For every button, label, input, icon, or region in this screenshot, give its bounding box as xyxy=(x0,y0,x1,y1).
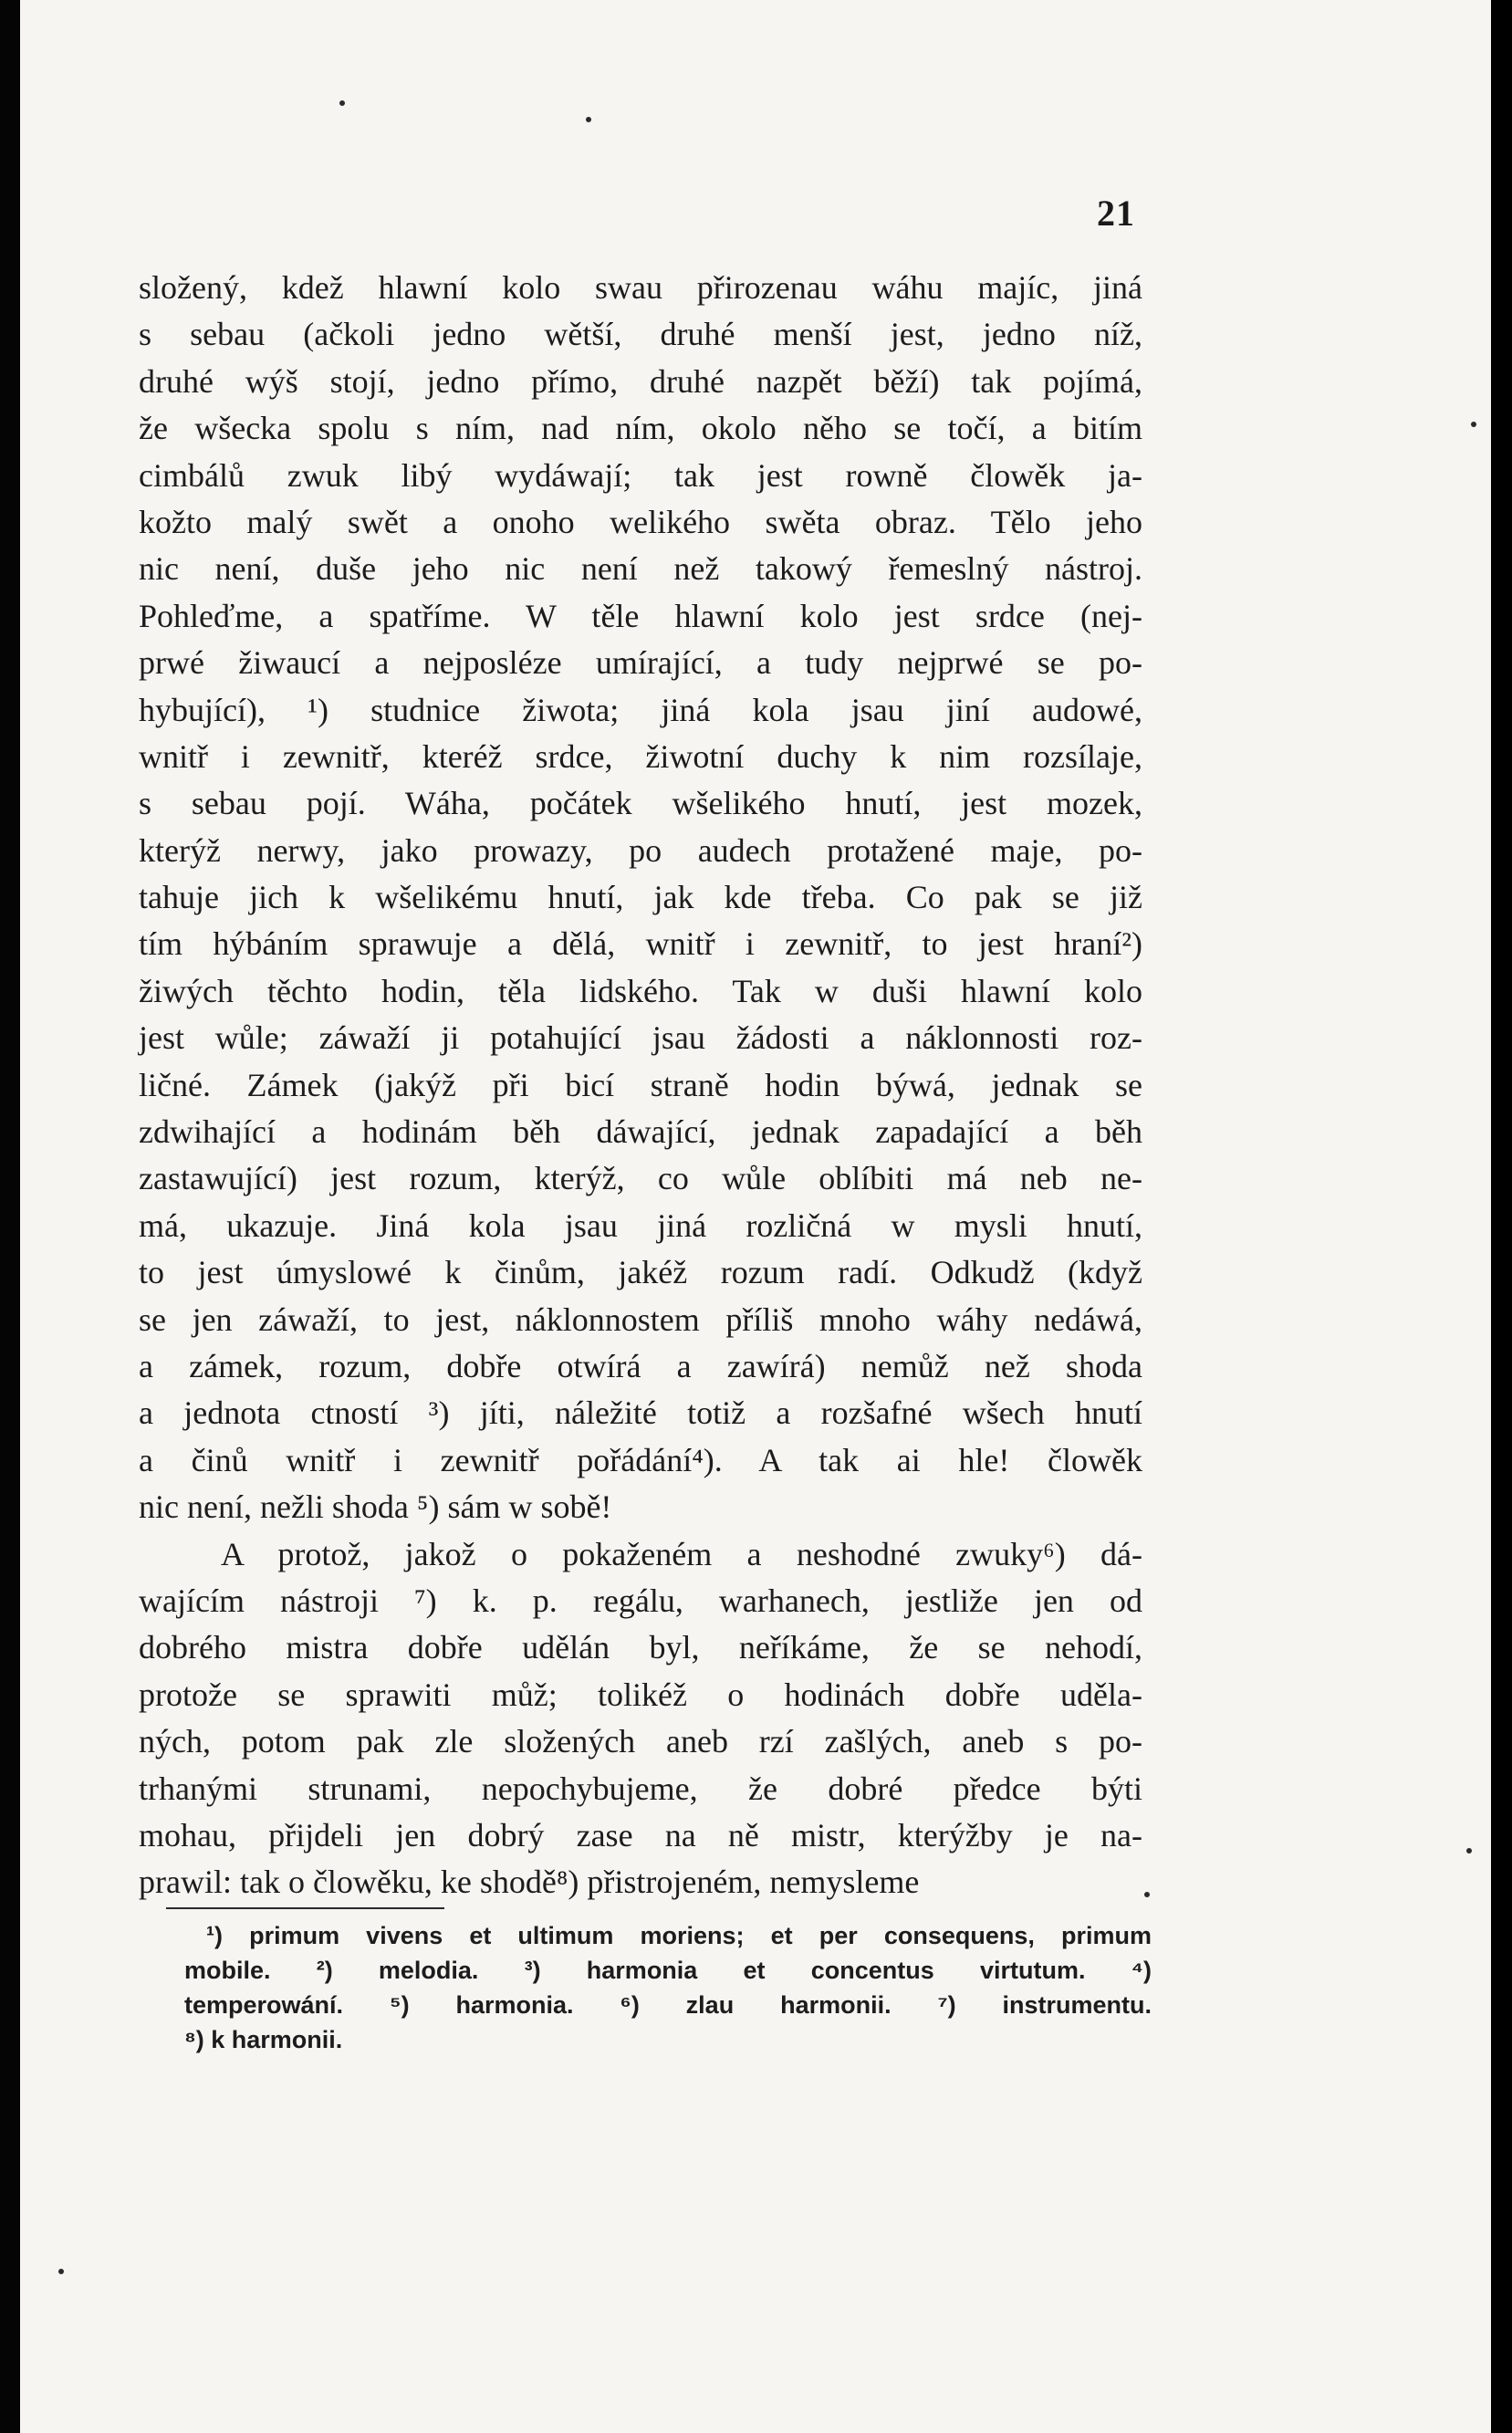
text-line: ných, potom pak zle složených aneb rzí zašlých, aneb s po- xyxy=(139,1723,1142,1760)
paper-speck xyxy=(1144,1892,1150,1897)
footnotes xyxy=(184,1918,1152,2057)
text-line: že wšecka spolu s ním, nad ním, okolo něho se točí, a bitím xyxy=(139,410,1142,447)
text-line: protože se sprawiti můž; tolikéž o hodinách dobře uděla- xyxy=(139,1676,1142,1713)
text-line: wnitř i zewnitř, kteréž srdce, žiwotní duchy k nim rozsílaje, xyxy=(139,737,1142,775)
text-line: se jen záwaží, to jest, náklonnostem příliš mnoho wáhy nedáwá, xyxy=(139,1300,1142,1338)
text-line: prawil: tak o člowěku, ke shodě⁸) přistrojeném, nemysleme xyxy=(139,1864,920,1901)
text-line: prwé žiwaucí a nejposléze umírající, a tudy nejprwé se po- xyxy=(139,644,1142,682)
paper-speck xyxy=(58,2269,64,2274)
text-line: Pohleďme, a spatříme. W těle hlawní kolo jest srdce (nej- xyxy=(139,597,1142,634)
text-line: A protož, jakož o pokaženém a neshodné zwuky⁶) dá- xyxy=(221,1535,1142,1572)
paper-speck xyxy=(1466,1848,1472,1853)
text-line: cimbálů zwuk libý wydáwají; tak jest rowně člowěk ja- xyxy=(139,456,1142,494)
text-line: složený, kdež hlawní kolo swau přirozenau wáhu majíc, jiná xyxy=(139,269,1142,306)
text-line: nic není, nežli shoda ⁵) sám w sobě! xyxy=(139,1488,612,1526)
book-page xyxy=(20,0,1491,2433)
text-line: žiwých těchto hodin, těla lidského. Tak w duši hlawní kolo xyxy=(139,972,1142,1009)
text-line: druhé wýš stojí, jedno přímo, druhé nazpět běží) tak pojímá, xyxy=(139,362,1142,400)
text-line: má, ukazuje. Jiná kola jsau jiná rozličná w mysli hnutí, xyxy=(139,1206,1142,1244)
text-line: ličné. Zámek (jakýž při bicí straně hodin býwá, jednak se xyxy=(139,1066,1142,1103)
text-line: zastawující) jest rozum, kterýž, co wůle oblíbiti má neb ne- xyxy=(139,1160,1142,1197)
footnote-line: ¹) primum vivens et ultimum moriens; et per consequens, primum xyxy=(206,1922,1152,1949)
footnote-line: mobile. ²) melodia. ³) harmonia et concentus virtutum. ⁴) xyxy=(184,1957,1152,1984)
text-line: jest wůle; záwaží ji potahující jsau žádosti a náklonnosti roz- xyxy=(139,1019,1142,1057)
text-line: tím hýbáním sprawuje a dělá, wnitř i zewnitř, to jest hraní²) xyxy=(139,925,1142,963)
text-line: mohau, přijdeli jen dobrý zase na ně mistr, kterýžby je na- xyxy=(139,1816,1142,1853)
footnote-line: temperowání. ⁵) harmonia. ⁶) zlau harmonii. ⁷) instrumentu. xyxy=(184,1991,1152,2019)
text-line: nic není, duše jeho nic není než takowý řemeslný nástroj. xyxy=(139,550,1142,588)
paper-speck xyxy=(586,117,591,122)
text-line: wajícím nástroji ⁷) k. p. regálu, warhanech, jestliže jen od xyxy=(139,1582,1142,1619)
text-line: kterýž nerwy, jako prowazy, po audech protažené maje, po- xyxy=(139,831,1142,869)
right-book-edge xyxy=(1491,0,1512,2433)
text-line: tahuje jich k wšelikému hnutí, jak kde třeba. Co pak se již xyxy=(139,879,1142,916)
text-line: a činů wnitř i zewnitř pořádání⁴). A tak ai hle! člowěk xyxy=(139,1441,1142,1478)
text-line: to jest úmyslowé k činům, jakéž rozum radí. Odkudž (když xyxy=(139,1254,1142,1291)
page-number: 21 xyxy=(1097,193,1135,234)
text-line: dobrého mistra dobře udělán byl, neříkáme, že se nehodí, xyxy=(139,1629,1142,1666)
text-line: zdwihající a hodinám běh dáwající, jednak zapadající a běh xyxy=(139,1113,1142,1151)
text-line: s sebau pojí. Wáha, počátek wšelikého hnutí, jest mozek, xyxy=(139,785,1142,822)
text-line: hybující), ¹) studnice žiwota; jiná kola jsau jiní audowé, xyxy=(139,691,1142,728)
text-line: a jednota ctností ³) jíti, náležité totiž a rozšafné wšech hnutí xyxy=(139,1394,1142,1432)
text-line: a zámek, rozum, dobře otwírá a zawírá) nemůž než shoda xyxy=(139,1347,1142,1384)
left-book-edge xyxy=(0,0,20,2433)
text-line: kožto malý swět a onoho welikého swěta obraz. Tělo jeho xyxy=(139,503,1142,540)
paper-speck xyxy=(1471,422,1476,427)
footnote-line: ⁸) k harmonii. xyxy=(184,2026,343,2053)
paper-speck xyxy=(339,100,345,106)
body-text xyxy=(139,265,1142,1906)
footnote-rule xyxy=(166,1907,444,1909)
text-line: trhanými strunami, nepochybujeme, že dobré předce býti xyxy=(139,1770,1142,1807)
text-line: s sebau (ačkoli jedno wětší, druhé menší jest, jedno níž, xyxy=(139,316,1142,353)
